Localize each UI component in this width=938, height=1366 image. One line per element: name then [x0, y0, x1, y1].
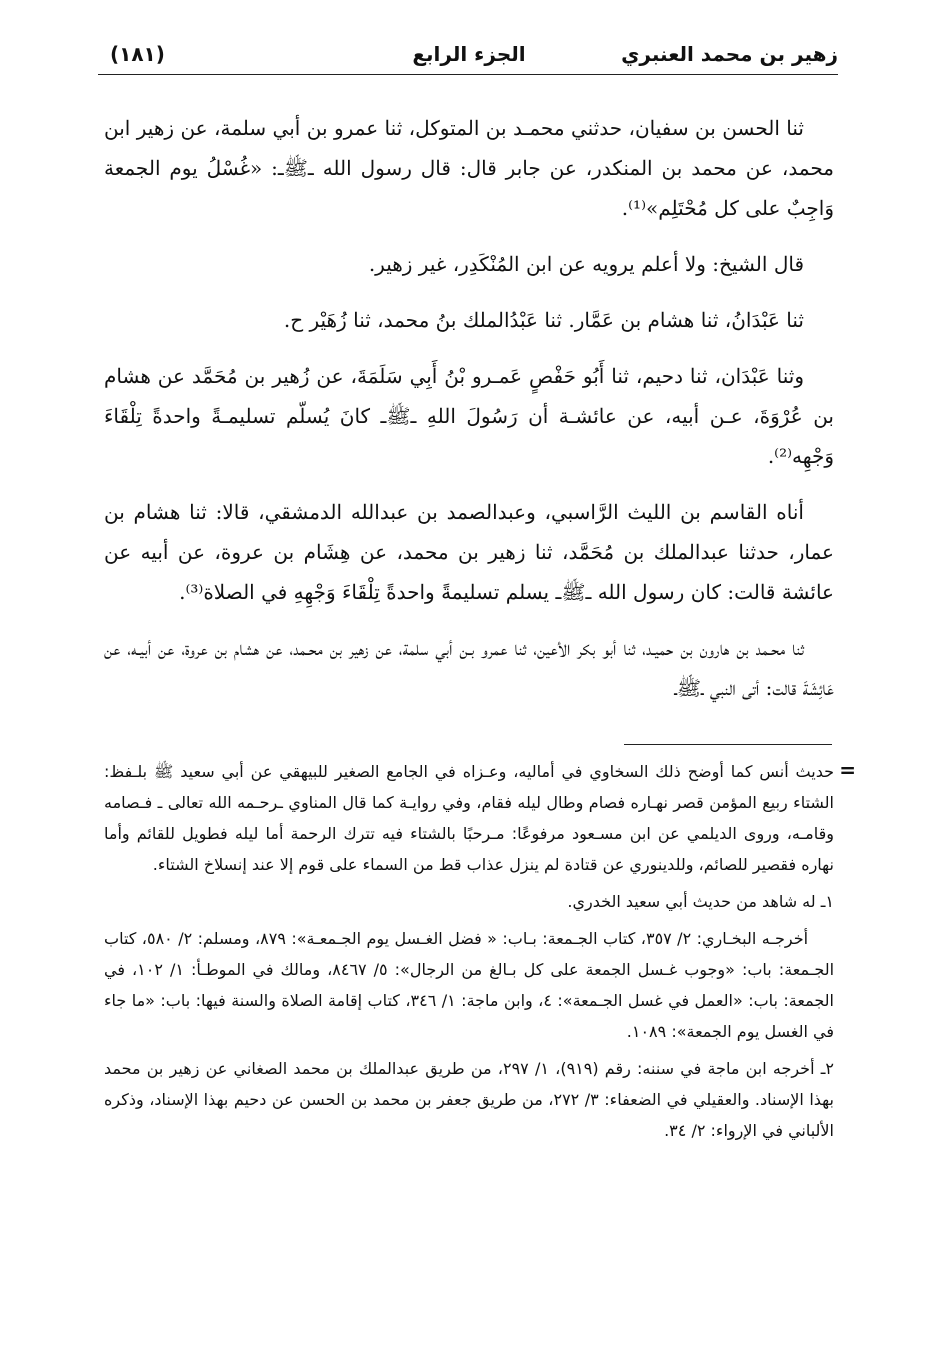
main-text: [104, 108, 834, 724]
footnote-divider: [624, 744, 832, 745]
paragraph: أناه القاسم بن الليث الرَّاسبي، وعبدالصمد بن عبدالله الدمشقي، قالا: ثنا هشام بن عمار، حدثنا عبدالملك بن مُحَمَّد، ثنا زهير بن محمد، عن هِشَام بن عروة، عن أبيه عن عائشة قالت: كان رسول الله ـﷺـ يسلم تسليمةً واحدةً تِلْقَاءَ وَجْهِهِ في الصلاة⁽³⁾.: [104, 500, 834, 604]
footnote-2: ٢ـ أخرجه ابن ماجة في سننه: رقم (٩١٩)، ١/ ٢٩٧، من طريق عبدالملك بن محمد الصغاني عن زهير بن محمد بهذا الإسناد. والعقيلي في الضعفاء: ٣/ ٢٧٢، من طريق جعفر بن محمد بن الحسن عن دحيم بهذا الإسناد، وذكره الألباني في الإرواء: ٢/ ٣٤.: [104, 1059, 835, 1140]
paragraph: ثنا الحسن بن سفيان، حدثني محمـد بن المتوكل، ثنا عمرو بن أبي سلمة، عن زهير ابن محمد، عن محمد بن المنكدر، عن جابر قال: قال رسول الله ـﷺـ: «غُسْلُ يوم الجمعة وَاجِبٌ على كل مُحْتَلِم»⁽¹⁾.: [104, 116, 834, 220]
page-header: [100, 36, 838, 76]
footnote-1: ١ـ له شاهد من حديث أبي سعيد الخدري.: [567, 892, 834, 911]
paragraph: ثنا عَبْدَانُ، ثنا هشام بن عَمَّار. ثنا عَبْدُالملك بنُ محمد، ثنا زُهَيْر ح.: [283, 308, 804, 332]
paragraph: وثنا عَبْدَان، ثنا دحيم، ثنا أَبُو حَفْصٍ عَمـرو بْنُ أَبِي سَلَمَةَ، عن زُهير بن مُحَمَّد عن هشام بن عُرْوَةَ، عـن أبيه، عن عائشـة أن رَسُولَ اللهِ ـﷺـ كانَ يُسلّم تسليمـةً واحدةً تِلْقَاءَ وَجْهِه⁽²⁾.: [104, 364, 834, 468]
paragraph: ثنا محـمد بن هارون بن حميـد، ثنا أبو بكر الأعين، ثنا عمرو بـن أبي سلمة، عن زهير بن محـمد، عن هشام بن عروة، عن أبيـه، عن عَائِشَةَ قالت: أتى النبي ـﷺـ: [104, 636, 834, 700]
volume-title: الجزء الرابع: [412, 42, 526, 66]
footnotes: [104, 756, 834, 1152]
continuation-mark: =: [839, 758, 856, 782]
footnote-continuation: حديث أنس كما أوضح ذلك السخاوي في أماليه، وعـزاه في الجامع الصغير للبيهقي عن أبي سعيد ﷺ بلـفظ: الشتاء ربيع المؤمن قصر نهـاره فصام وطال ليله فقام، وفي روايـة كما قال المناوي ـرحـمه الله تعالى ـ فـصامه وقامـه، وروى الديلمي عن ابن مسـعود مرفوعًا: مـرحبًا بالشتاء فيه تترك الرحمة أما ليله فطويل للقائم وأما نهاره فقصير للصائم، وللدينوري عن قتادة لم ينزل عذاب قط من السماء على قوم إلا عند إنسلاخ الشتاء.: [104, 762, 834, 874]
chapter-title: زهير بن محمد العنبري: [621, 42, 838, 66]
footnote-1-detail: أخرجـه البخـاري: ٢/ ٣٥٧، كتاب الجـمعة: بـاب: « فضل الغـسل يوم الجـمعـة»: ٨٧٩، ومسلم: ٢/ ٥٨٠، كتاب الجـمعة: باب: «وجوب غـسل الجمعة على كل بـالغ من الرجال»: ٥/ ٨٤٦٧، ومالك في الموطـأ: ١/ ١٠٢، في الجمعة: باب: «العمل في غسل الجـمعة»: ٤، وابن ماجة: ١/ ٣٤٦، كتاب إقامة الصلاة والسنة فيها: باب: «ما جاء في الغسل يوم الجمعة»: ١٠٨٩.: [104, 929, 835, 1041]
page-number: (١٨١): [110, 42, 165, 66]
header-divider: [98, 74, 838, 75]
paragraph: قال الشيخ: ولا أعلم يرويه عن ابن المُنْكَدِر، غير زهير.: [368, 252, 804, 276]
